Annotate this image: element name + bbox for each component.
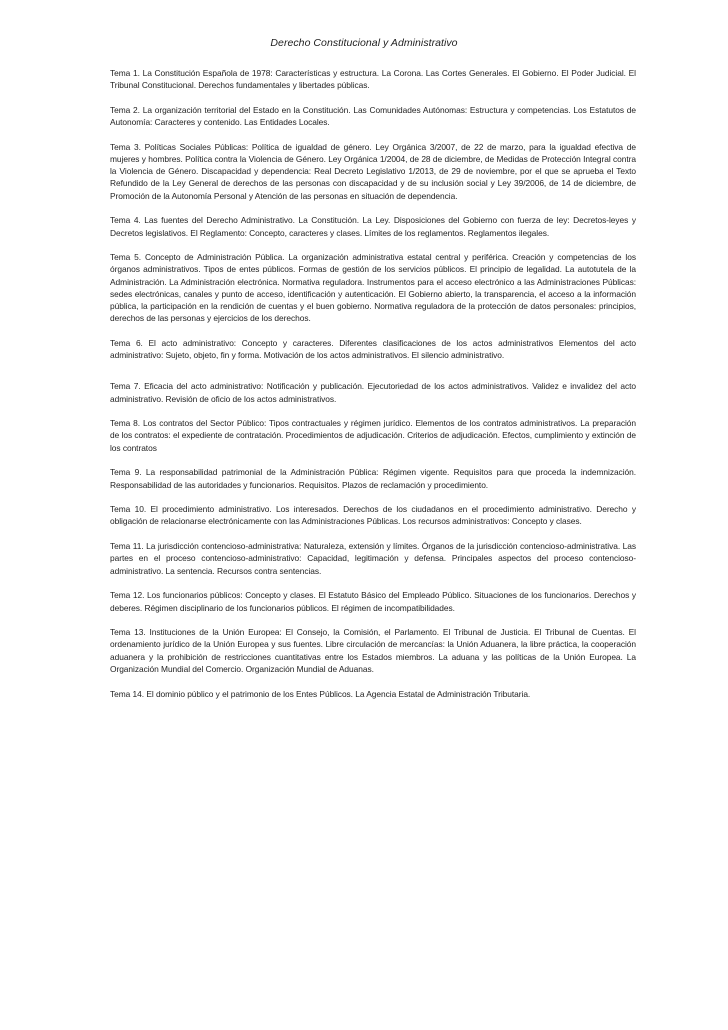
topic-7: Tema 7. Eficacia del acto administrativo: Notificación y publicación. Ejecutoriedad de los actos administrativos. Validez e invalidez del acto administrativo. Revisión de oficio de los actos administrativos. bbox=[110, 381, 636, 404]
topic-4: Tema 4. Las fuentes del Derecho Administrativo. La Constitución. La Ley. Disposiciones del Gobierno con fuerza de ley: Decretos-leyes y Decretos legislativos. El Reglamento: Concepto, caracteres y clases. Límites de los reglamentos. Reglamentos ilegales. bbox=[110, 215, 636, 238]
topic-10: Tema 10. El procedimiento administrativo. Los interesados. Derechos de los ciudadanos en el procedimiento administrativo. Derecho y obligación de relacionarse electrónicamente con las Administraciones Públicas. Los recursos administrativos: Concepto y clases. bbox=[110, 504, 636, 527]
topic-8: Tema 8. Los contratos del Sector Público: Tipos contractuales y régimen jurídico. Elementos de los contratos administrativos. La preparación de los contratos: el expediente de contratación. Procedimientos de adjudicación. Criterios de adjudicación. Efectos, cumplimiento y extinción de los contratos bbox=[110, 418, 636, 453]
topic-3: Tema 3. Políticas Sociales Públicas: Política de igualdad de género. Ley Orgánica 3/2007, de 22 de marzo, para la igualdad efectiva de mujeres y hombres. Política contra la Violencia de Género. Ley Orgánica 1/2004, de 28 de diciembre, de Medidas de Protección Integral contra la Violencia de Género. Discapacidad y dependencia: Real Decreto Legislativo 1/2013, de 29 de noviembre, por el que se aprueba el Texto Refundido de la Ley General de derechos de las personas con discapacidad y de su inclusión social y Ley 39/2006, de 14 de diciembre, de Promoción de la Autonomía Personal y Atención de las personas en situación de dependencia. bbox=[110, 141, 636, 201]
topic-1: Tema 1. La Constitución Española de 1978: Características y estructura. La Corona. Las Cortes Generales. El Gobierno. El Poder Judicial. El Tribunal Constitucional. Derechos fundamentales y libertades públicas. bbox=[110, 68, 636, 91]
document-title: Derecho Constitucional y Administrativo bbox=[270, 37, 458, 49]
topic-12: Tema 12. Los funcionarios públicos: Concepto y clases. El Estatuto Básico del Empleado Público. Situaciones de los funcionarios. Derechos y deberes. Régimen disciplinario de los funcionarios públicos. El régimen de incompatibilidades. bbox=[110, 590, 636, 613]
topic-9: Tema 9. La responsabilidad patrimonial de la Administración Pública: Régimen vigente. Requisitos para que proceda la indemnización. Responsabilidad de las autoridades y funcionarios. Requisitos. Plazos de reclamación y procedimiento. bbox=[110, 467, 636, 490]
topic-13: Tema 13. Instituciones de la Unión Europea: El Consejo, la Comisión, el Parlamento. El Tribunal de Justicia. El Tribunal de Cuentas. El ordenamiento jurídico de la Unión Europea y sus fuentes. Libre circulación de mercancías: la Unión Aduanera, la libre práctica, la cooperación aduanera y la prohibición de restricciones cuantitativas entre los Estados miembros. La aduana y las políticas de la Unión Europea. La Organización Mundial del Comercio. Organización Mundial de Aduanas. bbox=[110, 627, 636, 674]
topic-14: Tema 14. El dominio público y el patrimonio de los Entes Públicos. La Agencia Estatal de Administración Tributaria. bbox=[110, 688, 531, 699]
topic-11: Tema 11. La jurisdicción contencioso-administrativa: Naturaleza, extensión y límites. Órganos de la jurisdicción contencioso-administrativa. Las partes en el proceso contencioso-administrativo: Capacidad, legitimación y defensa. Principales aspectos del proceso contencioso-administrativo. La sentencia. Recursos contra sentencias. bbox=[110, 541, 636, 576]
topic-list bbox=[110, 67, 636, 712]
topic-2: Tema 2. La organización territorial del Estado en la Constitución. Las Comunidades Autónomas: Estructura y competencias. Los Estatutos de Autonomía: Caracteres y contenido. Las Entidades Locales. bbox=[110, 104, 636, 128]
topic-5: Tema 5. Concepto de Administración Pública. La organización administrativa estatal central y periférica. Creación y competencias de los órganos administrativos. Tipos de entes públicos. Formas de gestión de los servicios públicos. El principio de legalidad. La autotutela de la Administración. La Administración electrónica. Normativa reguladora. Instrumentos para el acceso electrónico a las Administraciones Públicas: sedes electrónicas, canales y punto de acceso, identificación y autenticación. El Gobierno abierto, la transparencia, el acceso a la información pública, la participación en la rendición de cuentas y el buen gobierno. Normativa reguladora de la protección de datos personales: principios, derechos de las personas y ejercicios de los derechos. bbox=[110, 252, 636, 324]
topic-6: Tema 6. El acto administrativo: Concepto y caracteres. Diferentes clasificaciones de los actos administrativos Elementos del acto administrativo: Sujeto, objeto, fin y forma. Motivación de los actos administrativos. El silencio administrativo. bbox=[110, 337, 636, 361]
